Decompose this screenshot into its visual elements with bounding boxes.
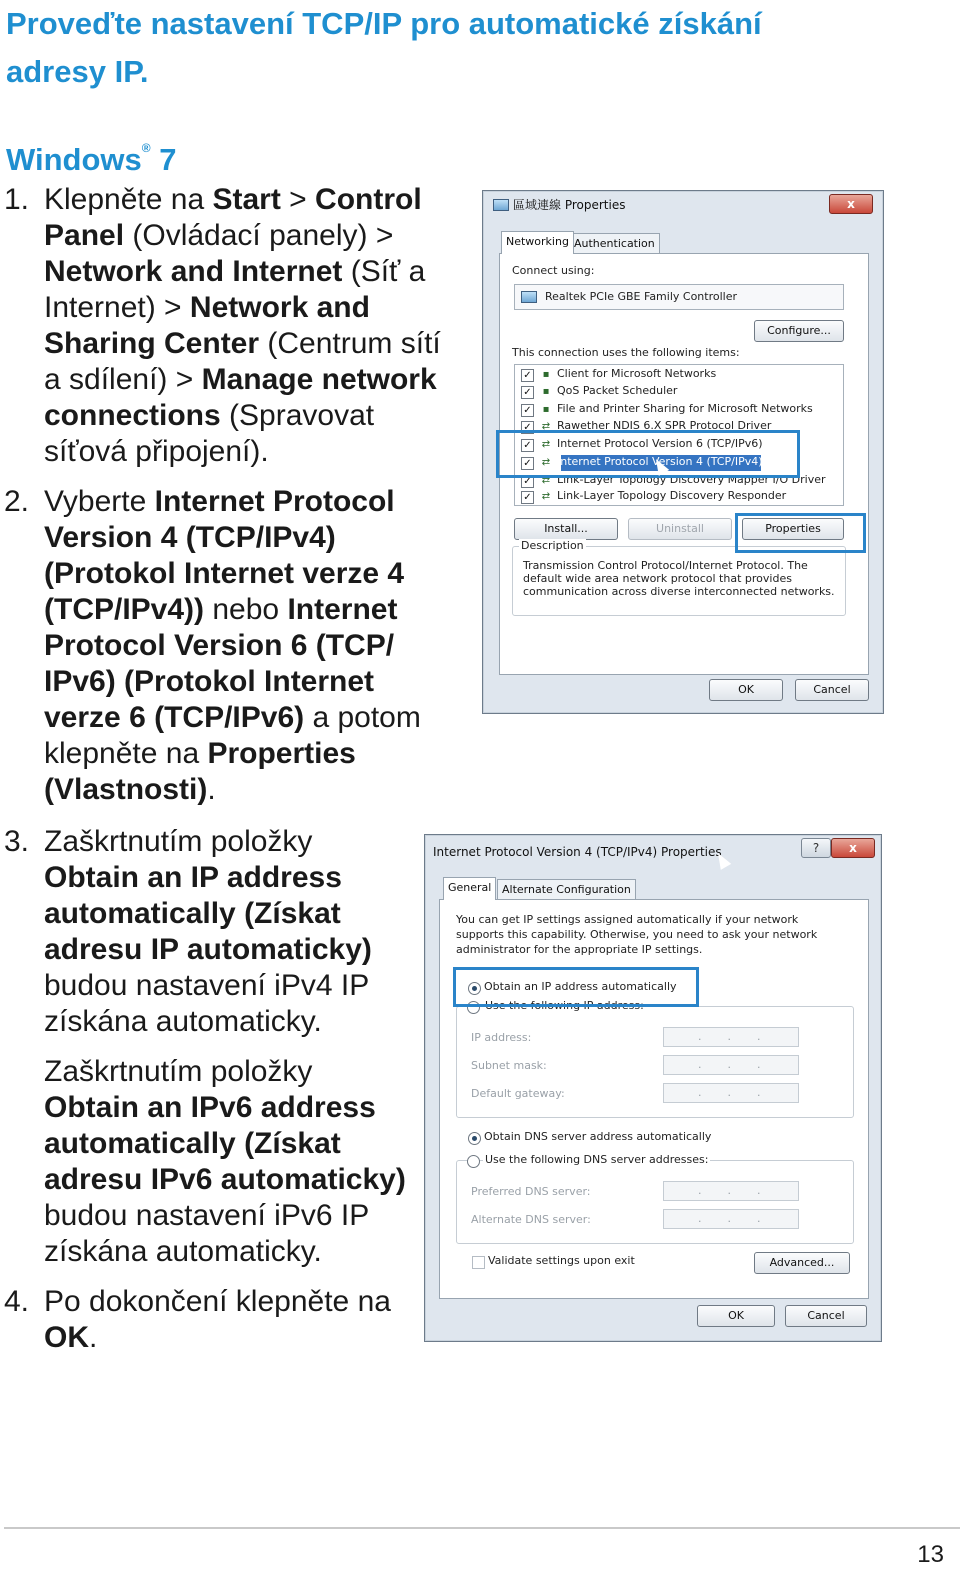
checkbox-icon[interactable]: ✓ <box>521 386 534 399</box>
ipv4-ipv6-highlight <box>496 430 800 478</box>
gateway-label: Default gateway: <box>471 1087 565 1100</box>
general-panel <box>439 899 869 1299</box>
obtain-dns-label: Obtain DNS server address automatically <box>484 1130 712 1143</box>
client-icon: ▪ <box>542 369 550 380</box>
ok-button[interactable]: OK <box>709 679 783 701</box>
cancel-button[interactable]: Cancel <box>795 679 869 701</box>
configure-button[interactable]: Configure... <box>754 320 844 342</box>
footer-rule <box>4 1527 960 1529</box>
step-text: Zaškrtnutím položky Obtain an IP address automatically (Získat adresu IP automaticky) budou nastavení iPv4 IP získána automaticky. <box>44 825 372 1038</box>
close-icon[interactable]: x <box>829 194 873 214</box>
intro-text: You can get IP settings assigned automatically if your network supports this capability. Otherwise, you need to ask your network administrator for the appropriate IP settings. <box>456 913 818 956</box>
checkbox-icon[interactable]: ✓ <box>521 421 534 434</box>
validate-label: Validate settings upon exit <box>488 1254 635 1267</box>
properties-highlight <box>735 513 866 553</box>
checkbox-icon[interactable]: ✓ <box>521 491 534 504</box>
tab-authentication[interactable]: Authentication <box>569 233 660 254</box>
network-icon <box>493 199 509 211</box>
help-icon[interactable]: ? <box>801 838 831 858</box>
tab-general[interactable]: General <box>443 877 496 900</box>
dialog-titlebar <box>425 835 881 861</box>
item-label: Internet Protocol Version 4 (TCP/IPv4) <box>557 455 763 468</box>
cancel-button[interactable]: Cancel <box>785 1305 867 1327</box>
dialog-title: Internet Protocol Version 4 (TCP/IPv4) Properties <box>433 845 722 859</box>
step-text: Klepněte na Start > Control Panel (Ovládací panely) > Network and Internet (Síť a Internet) > Network and Sharing Center (Centrum sítí a sdílení) > Manage network connections (Spravovat síťová připojení). <box>44 183 441 468</box>
service-icon: ▪ <box>542 404 550 415</box>
item-label: QoS Packet Scheduler <box>557 384 678 397</box>
preferred-dns-field[interactable]: ... <box>663 1181 799 1201</box>
checkbox-icon[interactable]: ✓ <box>521 457 534 470</box>
description-text: Transmission Control Protocol/Internet Protocol. The default wide area network protocol that provides communication across diverse interconnected networks. <box>523 559 835 598</box>
preferred-dns-label: Preferred DNS server: <box>471 1185 591 1198</box>
tab-alternate-configuration[interactable]: Alternate Configuration <box>497 879 636 900</box>
protocol-icon: ⇄ <box>541 457 551 468</box>
install-button[interactable]: Install... <box>514 518 618 540</box>
item-label: Link-Layer Topology Discovery Mapper I/O Driver <box>557 473 826 486</box>
adapter-name: Realtek PCIe GBE Family Controller <box>545 290 738 303</box>
step-number: 1. <box>4 183 30 216</box>
checkbox-icon[interactable]: ✓ <box>521 475 534 488</box>
item-label: Rawether NDIS 6.X SPR Protocol Driver <box>557 419 772 432</box>
uninstall-button[interactable]: Uninstall <box>628 518 732 540</box>
obtain-ip-label: Obtain an IP address automatically <box>484 980 677 993</box>
adapter-box <box>514 284 844 310</box>
protocol-icon: ⇄ <box>541 439 551 450</box>
ip-address-field[interactable]: ... <box>663 1027 799 1047</box>
item-label: File and Printer Sharing for Microsoft Networks <box>557 402 813 415</box>
ok-button[interactable]: OK <box>697 1305 775 1327</box>
dns-group <box>456 1153 854 1244</box>
close-icon[interactable]: x <box>831 838 875 858</box>
use-dns-label: Use the following DNS server addresses: <box>485 1153 709 1166</box>
step-number: 4. <box>4 1285 30 1318</box>
alternate-dns-field[interactable]: ... <box>663 1209 799 1229</box>
os-reg: ® <box>141 141 151 155</box>
use-ip-label: Use the following IP address: <box>485 999 644 1012</box>
gateway-field[interactable]: ... <box>663 1083 799 1103</box>
step-text: Po dokončení klepněte na OK. <box>44 1285 391 1354</box>
step-number: 2. <box>4 485 30 518</box>
tab-networking[interactable]: Networking <box>501 231 574 254</box>
ip-address-group <box>456 999 854 1118</box>
ip-address-label: IP address: <box>471 1031 532 1044</box>
obtain-ip-highlight <box>453 967 699 1007</box>
advanced-button[interactable]: Advanced... <box>754 1252 850 1274</box>
protocol-icon: ⇄ <box>541 475 551 486</box>
description-group <box>512 539 846 616</box>
checkbox-icon[interactable]: ✓ <box>521 404 534 417</box>
adapter-icon <box>521 291 537 303</box>
item-label: Internet Protocol Version 6 (TCP/IPv6) <box>557 437 763 450</box>
step-text-ipv6: Zaškrtnutím položky Obtain an IPv6 address automatically (Získat adresu IPv6 automaticky) budou nastavení iPv6 IP získána automaticky. <box>44 1055 406 1268</box>
service-icon: ▪ <box>542 386 550 397</box>
protocol-icon: ⇄ <box>541 491 551 502</box>
item-label: Link-Layer Topology Discovery Responder <box>557 489 787 502</box>
connect-using-label: Connect using: <box>512 264 595 277</box>
obtain-dns-radio[interactable] <box>468 1132 481 1145</box>
dialog-titlebar <box>483 191 883 217</box>
ipv4-properties-dialog <box>424 834 882 1342</box>
items-label: This connection uses the following items: <box>512 346 740 359</box>
subnet-field[interactable]: ... <box>663 1055 799 1075</box>
subnet-label: Subnet mask: <box>471 1059 547 1072</box>
item-label: Client for Microsoft Networks <box>557 367 717 380</box>
alternate-dns-label: Alternate DNS server: <box>471 1213 591 1226</box>
properties-button[interactable]: Properties <box>742 518 844 540</box>
protocol-icon: ⇄ <box>541 421 551 432</box>
use-dns-radio[interactable] <box>467 1155 480 1168</box>
page-heading: Proveďte nastavení TCP/IP pro automatické získání adresy IP. <box>6 6 762 89</box>
os-title <box>6 128 176 180</box>
page-number: 13 <box>917 1541 944 1568</box>
description-label: Description <box>521 539 584 552</box>
step-number: 3. <box>4 825 30 858</box>
os-version: 7 <box>159 142 177 177</box>
step-text: Vyberte Internet Protocol Version 4 (TCP/IPv4) (Protokol Internet verze 4 (TCP/IPv4)) nebo Internet Protocol Version 6 (TCP/ IPv6) (Protokol Internet verze 6 (TCP/IPv6) a potom klepněte na Properties (Vlastnosti). <box>44 485 421 806</box>
checkbox-icon[interactable]: ✓ <box>521 439 534 452</box>
dialog-title: 區域連線 Properties <box>513 198 626 212</box>
validate-checkbox[interactable] <box>472 1256 485 1269</box>
os-name: Windows <box>6 142 142 177</box>
checkbox-icon[interactable]: ✓ <box>521 369 534 382</box>
